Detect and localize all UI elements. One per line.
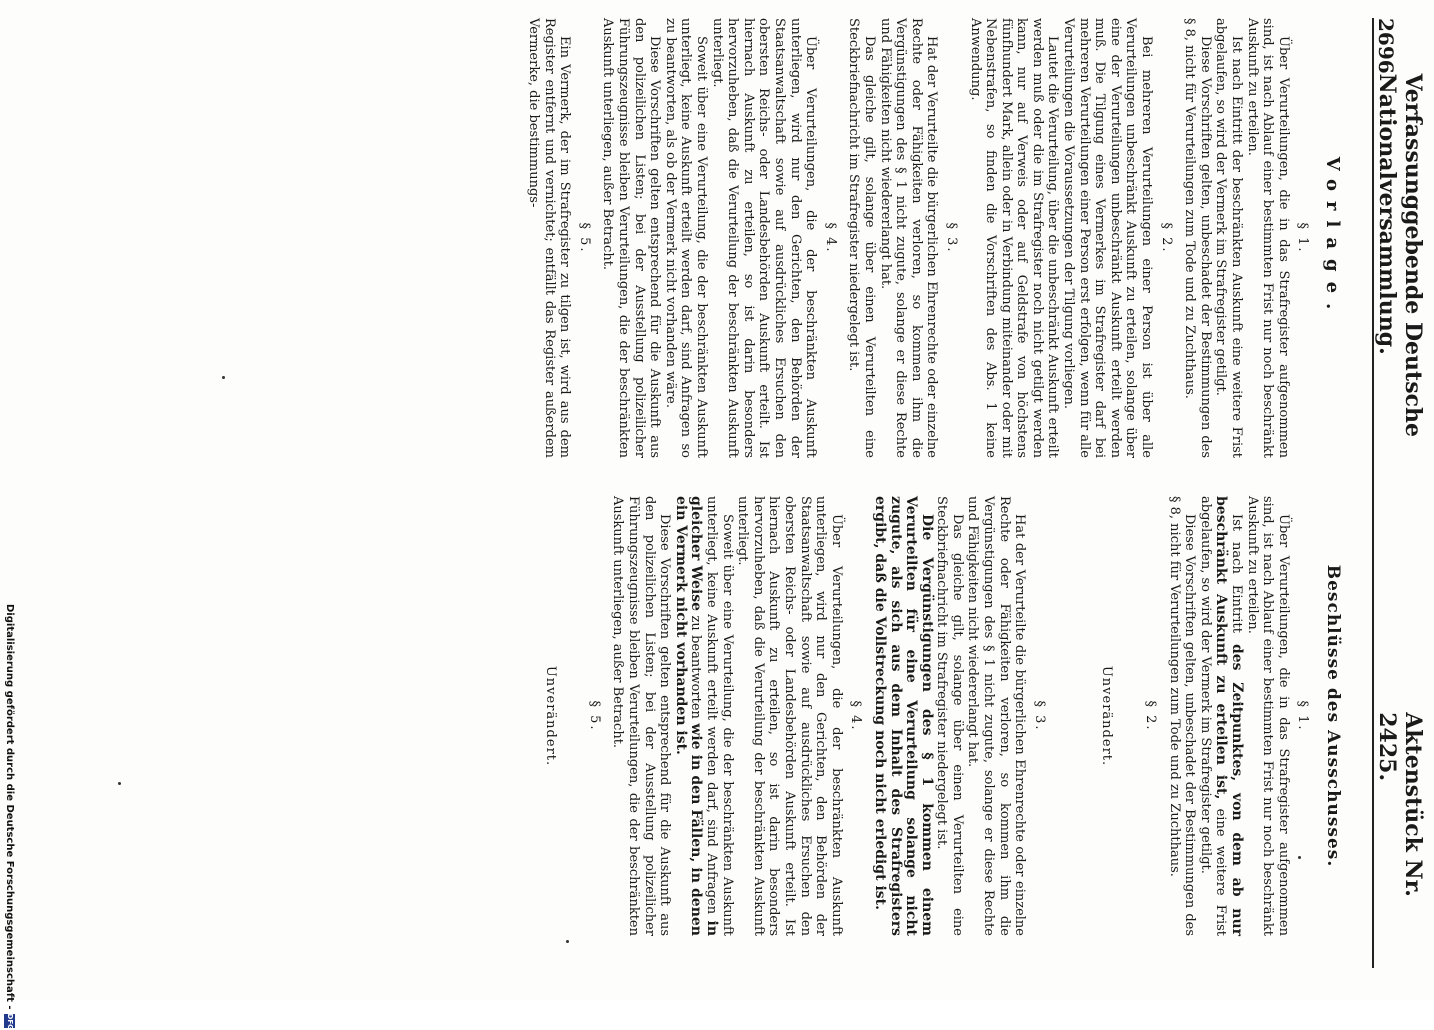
unchanged-note: Unverändert.: [1099, 665, 1115, 767]
section-heading: § 2.: [1158, 222, 1174, 254]
column-beschluesse: [491, 496, 1342, 936]
paragraph: Bei mehreren Verurteilungen einer Person ist über alle Verurteilungen unbeschränkt Auskunft zu erteilen, solange über eine der Verurteilungen unbeschränkt Auskunft erteilt werden muß. Die Tilgung eines Vermerkes im Strafregister darf bei mehreren Verurteilungen einer Person erst erfolgen, wenn für alle Verurteilungen die Voraussetzungen der Tilgung vorliegen.: [1061, 18, 1155, 458]
paragraph: Hat der Verurteilte die bürgerlichen Ehrenrechte oder einzelne Rechte oder Fähigkeiten verloren, so kommen ihm die Vergünstigungen des § 1 nicht zugute, solange er diese Rechte und Fähigkeiten nicht wiedererlangt hat.: [965, 496, 1028, 936]
paragraph: Ein Vermerk, der im Strafregister zu tilgen ist, wird aus dem Register entfernt und vernichtet; entfällt das Register außerdem Vermerke, die bestimmungs-: [526, 18, 573, 458]
section-heading: § 1.: [1295, 222, 1311, 254]
column-vorlage: [526, 18, 1343, 458]
section-heading: § 5.: [586, 700, 602, 732]
paragraph: Das gleiche gilt, solange über einen Verurteilten eine Steckbriefnachricht im Strafregister niedergelegt ist.: [846, 18, 877, 458]
section-heading: § 4.: [848, 700, 864, 732]
dfg-logo: DFG: [6, 1013, 15, 1030]
paragraph: Lautet die Verurteilung, über die unbeschränkt Auskunft erteilt werden muß oder die im Strafregister noch nicht getilgt werden kann, nur auf Verweis oder auf Geldstrafe von höchstens fünfhundert Mark, allein oder in Verbindung miteinander oder mit Nebenstrafen, so finden die Vorschriften des Abs. 1 keine Anwendung.: [967, 18, 1061, 458]
paragraph: Das gleiche gilt, solange über einen Verurteilten eine Steckbriefnachricht im Strafregister niedergelegt ist.: [934, 496, 965, 936]
paragraph-amended: Ist nach Eintritt des Zeitpunktes, von dem ab nur beschränkt Auskunft zu erteilen ist, eine weitere Frist abgelaufen, so wird der Vermerk im Strafregister getilgt.: [1197, 496, 1246, 937]
section-heading: § 3.: [1031, 700, 1047, 732]
paragraph: Diese Vorschriften gelten entsprechend für die Auskunft aus den polizeilichen Listen; bei der Ausstellung polizeilicher Führungszeugnisse bleiben Verurteilungen, die der beschränkten Auskunft unterliegen, außer Betracht.: [610, 496, 673, 936]
paragraph: Über Verurteilungen, die der beschränkten Auskunft unterliegen, wird nur den Gerichten, den Behörden der Staatsanwaltschaft sowie auf ausdrückliches Ersuchen den obersten Reichs- oder Landesbehörden Auskunft erteilt. Ist hiernach Auskunft zu erteilen, so ist darin besonders hervorzuheben, daß die Verurteilung der beschränkten Auskunft unterliegt.: [735, 496, 844, 936]
amendment-bold: in gleicher Weise: [688, 496, 720, 936]
paragraph: Diese Vorschriften gelten, unbeschadet der Bestimmungen des § 8, nicht für Verurteilungen zum Tode und zu Zuchthaus.: [1182, 18, 1213, 458]
scan-speck: [566, 940, 569, 943]
paragraph: Diese Vorschriften gelten entsprechend für die Auskunft aus den polizeilichen Listen; bei der Ausstellung polizeilicher Führungszeugnisse bleiben Verurteilungen, die der beschränkten Auskunft unterliegen, außer Betracht.: [600, 18, 663, 458]
amendment-bold: des Zeitpunktes, von dem ab nur beschränkt Auskunft zu erteilen ist,: [1213, 496, 1246, 936]
section-heading: § 4.: [822, 222, 838, 254]
page-number: 2696: [1374, 18, 1398, 74]
unchanged-note: Unverändert.: [543, 665, 559, 767]
paragraph: Hat der Verurteilte die bürgerlichen Ehrenrechte oder einzelne Rechte oder Fähigkeiten verloren, so kommen ihm die Vergünstigungen des § 1 nicht zugute, solange er diese Rechte und Fähigkeiten nicht wiedererlangt hat.: [877, 18, 940, 458]
rotated-page: [72, 18, 1426, 968]
section-heading: § 2.: [1143, 700, 1159, 732]
paragraph-amendment-bold: Die Vergünstigungen des § 1 kommen einem Verurteilten für eine Verurteilung solange nicht zugute, als sich aus dem Inhalt des Strafregisters ergibt, daß die Vollstreckung noch nicht erledigt ist.: [871, 496, 935, 936]
paragraph: Diese Vorschriften gelten, unbeschadet der Bestimmungen des § 8, nicht für Verurteilungen zum Tode und zu Zuchthaus.: [1166, 496, 1198, 936]
scan-speck: [1298, 856, 1301, 859]
column-title-vorlage: Vorlage.: [1322, 156, 1343, 320]
assembly-title: Verfassunggebende Deutsche Nationalversammlung.: [1374, 73, 1426, 437]
scan-speck: [222, 376, 225, 379]
paragraph: Über Verurteilungen, die in das Strafregister aufgenommen sind, ist nach Ablauf einer bestimmten Frist nur noch beschränkt Auskunft zu erteilen.: [1244, 496, 1291, 936]
amendment-bold: wie in den Fällen, in denen ein Vermerk nicht vorhanden ist.: [672, 496, 705, 936]
page-header: [1372, 18, 1426, 968]
credit-text: Digitalisierung gefördert durch die Deutsche Forschungsgemeinschaft -: [4, 604, 16, 1010]
scan-speck: [118, 782, 121, 785]
paragraph: Ist nach Eintritt der beschränkten Auskunft eine weitere Frist abgelaufen, so wird der Vermerk im Strafregister getilgt.: [1213, 18, 1245, 458]
section-heading: § 3.: [943, 222, 959, 254]
paragraph: Soweit über eine Verurteilung, die der beschränkten Auskunft unterliegt, keine Auskunft erteilt werden darf, sind Anfragen so zu beantworten, als ob der Vermerk nicht vorhanden wäre.: [662, 18, 710, 458]
paragraph-amended: Soweit über eine Verurteilung, die der beschränkten Auskunft unterliegt, keine Auskunft erteilt werden darf, sind Anfragen in gleicher Weise zu beantworten wie in den Fällen, in denen ein Vermerk nicht vorhanden ist.: [672, 496, 735, 936]
paragraph: Über Verurteilungen, die in das Strafregister aufgenommen sind, ist nach Ablauf einer bestimmten Frist nur noch beschränkt Auskunft zu erteilen.: [1244, 18, 1291, 458]
column-title-beschluesse: Beschlüsse des Ausschusses.: [1323, 564, 1343, 868]
digitization-credit: [2, 604, 18, 1030]
section-heading: § 5.: [576, 222, 592, 254]
section-heading: § 1.: [1295, 700, 1311, 732]
document-number: Aktenstück Nr. 2425.: [1374, 712, 1426, 897]
paragraph: Über Verurteilungen, die der beschränkten Auskunft unterliegen, wird nur den Gerichten, den Behörden der Staatsanwaltschaft sowie auf ausdrückliches Ersuchen den obersten Reichs- oder Landesbehörden Auskunft erteilt. Ist hiernach Auskunft zu erteilen, so ist darin besonders hervorzuheben, daß die Verurteilung der beschränkten Auskunft unterliegt.: [709, 18, 819, 458]
